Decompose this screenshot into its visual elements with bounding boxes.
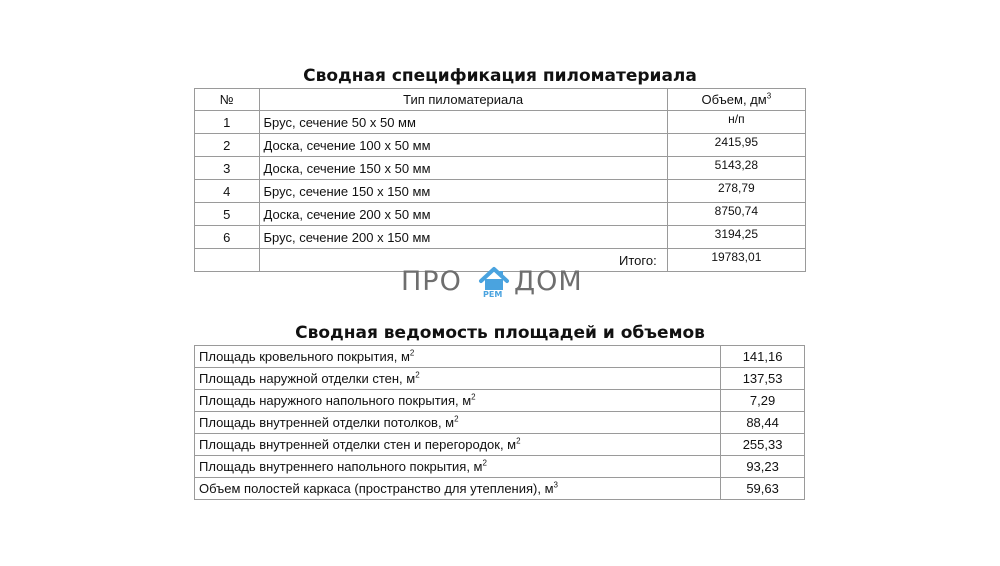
area-label (195, 412, 721, 434)
area-label-text: Площадь наружной отделки стен, м (199, 371, 416, 386)
total-value: 19783,01 (667, 249, 805, 272)
header-num: № (195, 89, 260, 111)
areas-volumes-table (194, 345, 805, 500)
spec-title: Сводная спецификация пиломатериала (303, 66, 697, 86)
table-row (195, 203, 806, 226)
table-row (195, 368, 805, 390)
area-label-text: Площадь внутренней отделки потолков, м (199, 415, 455, 430)
table-row (195, 226, 806, 249)
area-unit-exp: 2 (471, 392, 476, 402)
area-label-text: Площадь кровельного покрытия, м (199, 349, 410, 364)
area-label (195, 456, 721, 478)
logo-text-left: ПРО (401, 266, 462, 297)
table-row (195, 412, 805, 434)
row-volume: 2415,95 (667, 134, 805, 157)
row-type: Доска, сечение 100 х 50 мм (259, 134, 667, 157)
row-num: 5 (195, 203, 260, 226)
area-label (195, 390, 721, 412)
area-label-text: Площадь внутренней отделки стен и перегородок, м (199, 437, 517, 452)
logo-subtext: РЕМ (483, 290, 503, 299)
area-value: 255,33 (721, 434, 805, 456)
area-value: 7,29 (721, 390, 805, 412)
row-volume: 5143,28 (667, 157, 805, 180)
row-num: 2 (195, 134, 260, 157)
row-num: 3 (195, 157, 260, 180)
header-volume (667, 89, 805, 111)
area-label (195, 434, 721, 456)
table-row (195, 346, 805, 368)
table-row (195, 134, 806, 157)
row-type: Доска, сечение 150 х 50 мм (259, 157, 667, 180)
row-type: Брус, сечение 50 х 50 мм (259, 111, 667, 134)
total-label: Итого: (259, 249, 667, 272)
table-row (195, 180, 806, 203)
area-label (195, 478, 721, 500)
row-volume: 8750,74 (667, 203, 805, 226)
area-label-text: Площадь наружного напольного покрытия, м (199, 393, 472, 408)
table-row (195, 478, 805, 500)
area-label-text: Площадь внутреннего напольного покрытия, м (199, 459, 483, 474)
area-value: 59,63 (721, 478, 805, 500)
row-volume: н/п (667, 111, 805, 134)
header-volume-unit-exp: 3 (766, 91, 772, 101)
area-value: 88,44 (721, 412, 805, 434)
row-num: 1 (195, 111, 260, 134)
area-unit-exp: 2 (516, 436, 521, 446)
row-num: 6 (195, 226, 260, 249)
header-volume-label: Объем, дм (701, 92, 767, 107)
area-label-text: Объем полостей каркаса (пространство для утепления), м (199, 481, 554, 496)
area-label (195, 346, 721, 368)
row-volume: 278,79 (667, 180, 805, 203)
area-value: 137,53 (721, 368, 805, 390)
area-unit-exp: 3 (553, 480, 558, 490)
total-empty-cell (195, 249, 260, 272)
row-type: Брус, сечение 150 х 150 мм (259, 180, 667, 203)
area-unit-exp: 2 (415, 370, 420, 380)
table-row (195, 434, 805, 456)
table-row (195, 390, 805, 412)
logo-text-right: ДОМ (514, 266, 583, 297)
row-num: 4 (195, 180, 260, 203)
lumber-spec-table (194, 88, 806, 272)
pro-dom-logo (401, 266, 601, 302)
area-label (195, 368, 721, 390)
table-row (195, 111, 806, 134)
spec-header-row (195, 89, 806, 111)
table-row (195, 157, 806, 180)
areas-title: Сводная ведомость площадей и объемов (295, 323, 705, 343)
row-type: Доска, сечение 200 х 50 мм (259, 203, 667, 226)
area-value: 93,23 (721, 456, 805, 478)
header-type: Тип пиломатериала (259, 89, 667, 111)
area-unit-exp: 2 (454, 414, 459, 424)
area-unit-exp: 2 (409, 348, 415, 358)
area-unit-exp: 2 (482, 458, 487, 468)
row-volume: 3194,25 (667, 226, 805, 249)
table-row (195, 456, 805, 478)
area-value: 141,16 (721, 346, 805, 368)
row-type: Брус, сечение 200 х 150 мм (259, 226, 667, 249)
